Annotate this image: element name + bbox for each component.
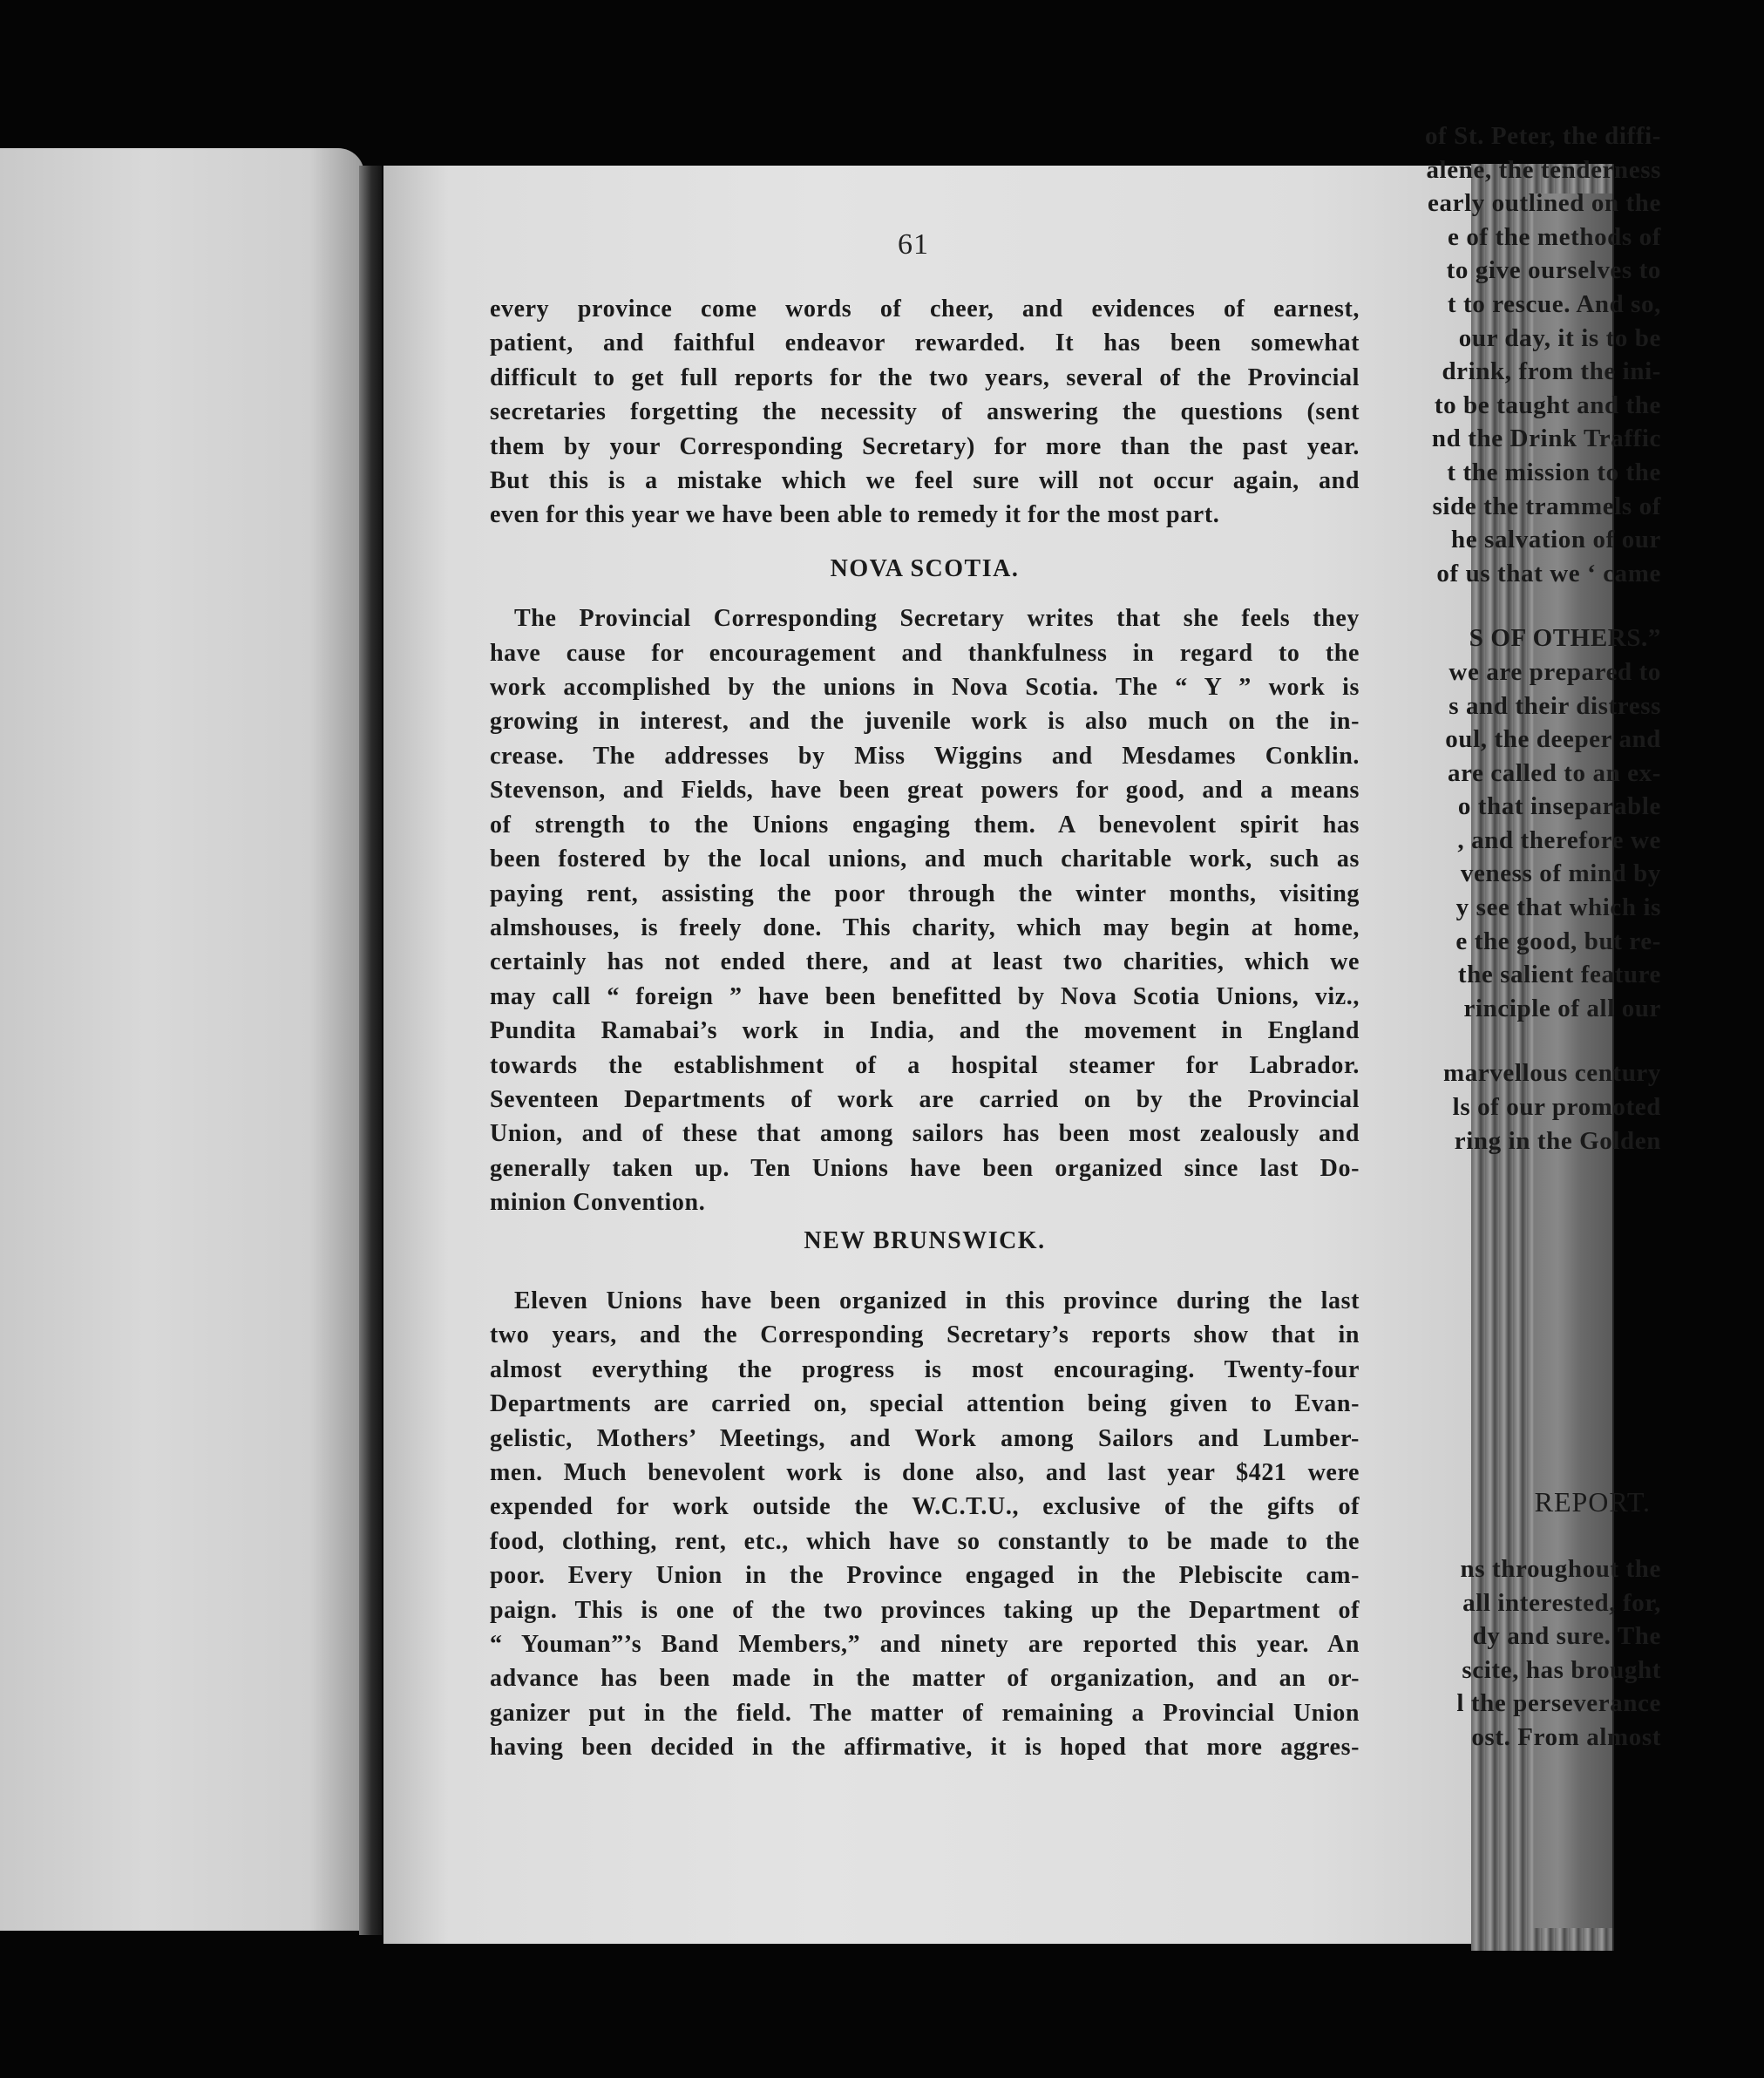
text-line: s and their distress: [1449, 691, 1661, 720]
text-line: gelistic, Mothers’ Meetings, and Work among Sailors and Lumber-: [490, 1424, 1360, 1452]
text-line: Pundita Ramabai’s work in India, and the movement in England: [490, 1017, 1360, 1045]
text-line: food, clothing, rent, etc., which have so constantly to be made to the: [490, 1527, 1360, 1555]
text-line: poor. Every Union in the Province engaged in the Plebiscite cam-: [490, 1562, 1360, 1590]
new-brunswick-paragraph: [490, 1284, 1360, 1765]
text-line: of strength to the Unions engaging them. A benevolent spirit has: [490, 811, 1360, 839]
text-line: secretaries forgetting the necessity of answering the questions (sent: [490, 398, 1360, 426]
text-line: marvellous century: [1442, 1059, 1661, 1088]
text-line: e the good, but re-: [1455, 927, 1661, 955]
text-line: to give ourselves to: [1446, 256, 1661, 285]
text-line: Seventeen Departments of work are carried on by the Provincial: [490, 1085, 1360, 1113]
text-line: crease. The addresses by Miss Wiggins and Mesdames Conklin.: [490, 742, 1360, 770]
text-line: t the mission to the: [1447, 458, 1661, 486]
text-line: S OF OTHERS.”: [1469, 624, 1661, 653]
text-line: advance has been made in the matter of organization, and an or-: [490, 1665, 1360, 1693]
text-line: alene, the tenderness: [1426, 155, 1661, 184]
text-line: even for this year we have been able to remedy it for the most part.: [490, 501, 1220, 529]
text-line: towards the establishment of a hospital steamer for Labrador.: [490, 1051, 1360, 1079]
text-line: l the perseverance: [1456, 1689, 1661, 1718]
text-line: Union, and of these that among sailors has been most zealously and: [490, 1120, 1360, 1148]
text-line: scite, has brought: [1462, 1655, 1661, 1684]
text-line: side the trammels of: [1432, 492, 1661, 520]
page-number: 61: [898, 228, 929, 261]
text-line: But this is a mistake which we feel sure will not occur again, and: [490, 467, 1360, 495]
text-line: ost. From almost: [1471, 1722, 1661, 1751]
text-line: “ Youman”’s Band Members,” and ninety are reported this year. An: [490, 1631, 1360, 1659]
text-line: generally taken up. Ten Unions have been organized since last Do-: [490, 1154, 1360, 1182]
text-line: veness of mind by: [1460, 859, 1661, 888]
heading-nova-scotia: NOVA SCOTIA.: [830, 554, 1020, 582]
text-line: almost everything the progress is most encouraging. Twenty-four: [490, 1355, 1360, 1383]
text-line: dy and sure. The: [1472, 1622, 1661, 1651]
text-line: patient, and faithful endeavor rewarded. It has been somewhat: [490, 329, 1360, 357]
text-line: minion Convention.: [490, 1189, 706, 1217]
book-gutter: [359, 166, 382, 1935]
text-line: the salient feature: [1457, 961, 1661, 989]
text-line: having been decided in the affirmative, it is hoped that more aggres-: [490, 1734, 1360, 1762]
heading-new-brunswick: NEW BRUNSWICK.: [804, 1226, 1046, 1254]
text-line: difficult to get full reports for the two years, several of the Provincial: [490, 363, 1360, 391]
text-line: oul, the deeper and: [1445, 725, 1661, 754]
text-line: almshouses, is freely done. This charity, which may begin at home,: [490, 913, 1360, 941]
text-line: paying rent, assisting the poor through the winter months, visiting: [490, 879, 1360, 907]
text-line: of us that we ‘ came: [1436, 559, 1661, 587]
text-line: certainly has not ended there, and at least two charities, which we: [490, 948, 1360, 976]
intro-paragraph: [490, 292, 1360, 533]
text-line: ls of our promoted: [1452, 1093, 1661, 1122]
left-page-heading: REPORT.: [1534, 1486, 1651, 1518]
text-line: all interested, for,: [1462, 1588, 1661, 1617]
text-line: our day, it is to be: [1458, 323, 1661, 352]
text-line: been fostered by the local unions, and much charitable work, such as: [490, 845, 1360, 873]
text-line: o that inseparable: [1457, 792, 1661, 821]
text-line: Eleven Unions have been organized in this province during the last: [514, 1287, 1360, 1314]
text-line: drink, from the ini-: [1442, 357, 1661, 386]
text-line: have cause for encouragement and thankfulness in regard to the: [490, 639, 1360, 667]
text-line: them by your Corresponding Secretary) for more than the past year.: [490, 432, 1360, 460]
text-line: to be taught and the: [1434, 390, 1661, 419]
text-line: of St. Peter, the diffi-: [1424, 122, 1661, 150]
text-line: rinciple of all our: [1463, 994, 1661, 1022]
text-line: growing in interest, and the juvenile work is also much on the in-: [490, 708, 1360, 736]
text-line: may call “ foreign ” have been benefitted by Nova Scotia Unions, viz.,: [490, 982, 1360, 1010]
text-line: The Provincial Corresponding Secretary writes that she feels they: [514, 605, 1360, 633]
text-line: work accomplished by the unions in Nova Scotia. The “ Y ” work is: [490, 674, 1360, 702]
text-line: early outlined on the: [1428, 189, 1661, 218]
text-line: he salvation of our: [1451, 526, 1661, 554]
nova-scotia-paragraph: [490, 601, 1360, 1219]
text-line: we are prepared to: [1449, 657, 1661, 686]
text-line: y see that which is: [1455, 893, 1661, 922]
text-line: are called to an ex-: [1447, 758, 1661, 787]
text-line: Departments are carried on, special attention being given to Evan-: [490, 1390, 1360, 1418]
text-line: ganizer put in the field. The matter of remaining a Provincial Union: [490, 1699, 1360, 1727]
text-line: every province come words of cheer, and evidences of earnest,: [490, 295, 1360, 323]
text-line: nd the Drink Traffic: [1431, 424, 1661, 453]
text-line: two years, and the Corresponding Secretary’s reports show that in: [490, 1321, 1360, 1349]
text-line: ns throughout the: [1460, 1555, 1661, 1583]
text-line: e of the methods of: [1448, 222, 1661, 251]
text-line: Stevenson, and Fields, have been great powers for good, and a means: [490, 777, 1360, 805]
text-line: t to rescue. And so,: [1447, 289, 1661, 318]
text-line: , and therefore we: [1457, 825, 1661, 854]
text-line: paign. This is one of the two provinces taking up the Department of: [490, 1596, 1360, 1624]
text-line: ring in the Golden: [1454, 1126, 1661, 1155]
text-line: expended for work outside the W.C.T.U., exclusive of the gifts of: [490, 1493, 1360, 1521]
page-body: [490, 292, 1360, 1765]
text-line: men. Much benevolent work is done also, and last year $421 were: [490, 1459, 1360, 1486]
left-page: [0, 148, 364, 1931]
